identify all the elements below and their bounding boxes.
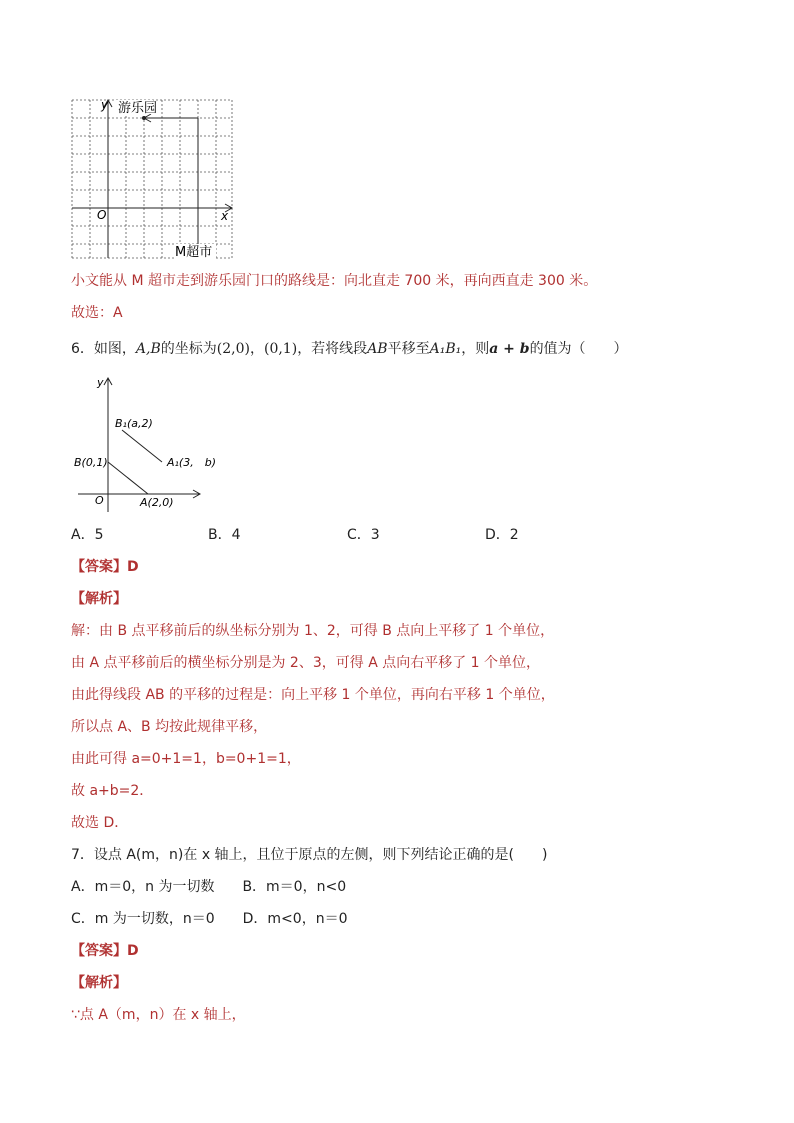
q6-analysis-line-5: 由此可得 a=0+1=1，b=0+1=1， — [71, 751, 301, 767]
q7-analysis-line-1: ∵点 A（m，n）在 x 轴上， — [71, 1007, 246, 1023]
park-point — [142, 116, 146, 120]
fig2-origin-label: O — [95, 494, 104, 507]
q5-choice: 故选：A — [71, 305, 123, 321]
origin-label: O — [97, 208, 107, 222]
q6-option-d: D．2 — [485, 527, 519, 543]
q6-stem: 6．如图，A,B的坐标为(2,0)，(0,1)，若将线段AB平移至A₁B₁，则a + b的值为（ ） — [71, 341, 628, 357]
q6-answer-label: 【答案】D — [71, 559, 139, 575]
q6-option-b: B．4 — [208, 527, 241, 543]
a1-label: A₁(3, b) — [167, 456, 216, 469]
q7-answer-label: 【答案】D — [71, 943, 139, 959]
park-label: 游乐园 — [118, 101, 158, 116]
fig2-y-label: y — [97, 376, 104, 389]
q7-options-row-1: A．m＝0，n 为一切数 B．m＝0，n<0 — [71, 879, 347, 895]
market-label: M超市 — [175, 245, 213, 260]
segment-a1b1 — [122, 430, 162, 462]
q7-stem: 7．设点 A(m，n)在 x 轴上，且位于原点的左侧，则下列结论正确的是( ) — [71, 847, 548, 863]
q6-analysis-line-1: 解：由 B 点平移前后的纵坐标分别为 1、2，可得 B 点向上平移了 1 个单位， — [71, 623, 555, 639]
b-label: B(0,1) — [74, 456, 108, 469]
y-axis-label: y — [101, 98, 109, 112]
q7-options-row-2: C．m 为一切数，n＝0 D．m<0，n＝0 — [71, 911, 348, 927]
segment-ab — [108, 462, 148, 494]
x-axis-label: x — [221, 209, 229, 223]
q6-analysis-line-4: 所以点 A、B 均按此规律平移， — [71, 719, 268, 735]
axes — [72, 100, 232, 258]
q6-analysis-line-2: 由 A 点平移前后的横坐标分别是为 2、3，可得 A 点向右平移了 1 个单位， — [71, 655, 541, 671]
translation-figure — [70, 372, 220, 512]
q6-analysis-line-3: 由此得线段 AB 的平移的过程是：向上平移 1 个单位，再向右平移 1 个单位， — [71, 687, 555, 703]
q6-option-c: C．3 — [347, 527, 380, 543]
q6-analysis-label: 【解析】 — [71, 591, 127, 607]
q5-route-text: 小文能从 M 超市走到游乐园门口的路线是：向北直走 700 米，再向西直走 300 米。 — [71, 273, 598, 289]
a-label: A(2,0) — [140, 496, 174, 509]
q6-option-a: A．5 — [71, 527, 104, 543]
q6-analysis-line-6: 故 a+b=2． — [71, 783, 154, 799]
q7-analysis-label: 【解析】 — [71, 975, 127, 991]
b1-label: B₁(a,2) — [115, 417, 153, 430]
route-path — [144, 114, 198, 247]
route-grid-figure — [70, 97, 238, 261]
grid-lines — [72, 100, 232, 258]
q6-analysis-line-7: 故选 D． — [71, 815, 129, 831]
